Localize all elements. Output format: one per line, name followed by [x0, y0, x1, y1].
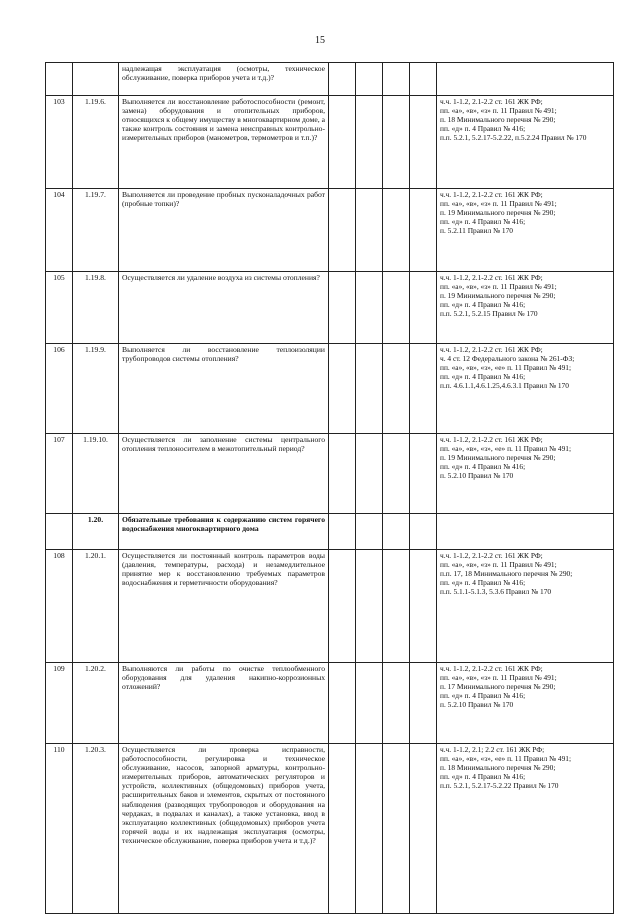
reference-list	[437, 550, 614, 663]
reference-item: п. 19 Минимального перечня № 290;	[440, 291, 556, 301]
table-row	[46, 344, 614, 434]
reference-item: пп. «д» п. 4 Правил № 416;	[440, 578, 526, 588]
reference-item: пп. «а», «в», «з» п. 11 Правил № 491;	[440, 560, 557, 570]
section-code: 1.20.	[73, 514, 119, 550]
question-text: Выполняется ли проведение пробных пусконаладочных работ (пробные топки)?	[119, 189, 329, 272]
reference-item: ч.ч. 1-1.2, 2.1-2.2 ст. 161 ЖК РФ;	[440, 345, 543, 354]
table-row	[46, 189, 614, 272]
reference-list	[437, 434, 614, 514]
reference-item: ч.ч. 1-1.2, 2.1-2.2 ст. 161 ЖК РФ;	[440, 97, 543, 106]
table-row	[46, 550, 614, 663]
reference-item: пп. «а», «в», «з» п. 11 Правил № 491;	[440, 199, 557, 209]
section-title: Обязательные требования к содержанию систем горячего водоснабжения многоквартирного дома	[119, 514, 329, 550]
reference-item: п. 18 Минимального перечня № 290;	[440, 115, 556, 125]
row-number: 110	[46, 744, 73, 914]
reference-item: пп. «д» п. 4 Правил № 416;	[440, 772, 526, 782]
row-number: 107	[46, 434, 73, 514]
reference-list	[437, 663, 614, 744]
row-code: 1.20.1.	[73, 550, 119, 663]
reference-item: п. 5.2.11 Правил № 170	[440, 226, 513, 236]
reference-item: ч.ч. 1-1.2, 2.1; 2.2 ст. 161 ЖК РФ;	[440, 745, 545, 754]
reference-list	[437, 272, 614, 344]
question-text: Выполняется ли восстановление теплоизоляции трубопроводов системы отопления?	[119, 344, 329, 434]
reference-item: пп. «а», «в», «з» п. 11 Правил № 491;	[440, 673, 557, 683]
reference-item: п. 18 Минимального перечня № 290;	[440, 763, 556, 773]
reference-item: п.п. 5.2.1, 5.2.17-5.2.22, п.5.2.24 Правил № 170	[440, 133, 587, 143]
reference-item: п.п. 4.6.1.1,4.6.1.25,4.6.3.1 Правил № 170	[440, 381, 569, 391]
reference-list	[437, 744, 614, 914]
reference-item: пп. «а», «в», «з» п. 11 Правил № 491;	[440, 282, 557, 292]
row-number: 109	[46, 663, 73, 744]
reference-item: п.п. 5.2.1, 5.2.15 Правил № 170	[440, 309, 538, 319]
row-code: 1.20.3.	[73, 744, 119, 914]
question-text: Осуществляется ли удаление воздуха из системы отопления?	[119, 272, 329, 344]
row-number: 104	[46, 189, 73, 272]
table-row	[46, 272, 614, 344]
reference-item: п. 19 Минимального перечня № 290;	[440, 208, 556, 218]
reference-item: п. 17 Минимального перечня № 290;	[440, 682, 556, 692]
section-header-row	[46, 514, 614, 550]
row-number: 103	[46, 96, 73, 189]
question-text: Осуществляется ли проверка исправности, работоспособности, регулировка и техническое обслуживание, насосов, запорной арматуры, контрольно-измерительных приборов, автоматических регуляторов и устройств, коллективных (общедомовых) приборов учета, расширительных баков и элементов, скрытых от постоянного наблюдения (разводящих трубопроводов и оборудования на чердаках, в подвалах и каналах), а также установка, ввод в эксплуатацию коллективных (общедомовых) приборов учета горячей воды и их надлежащая эксплуатация (осмотры, техническое обслуживание, поверка приборов учета и т.д.)?	[119, 744, 329, 914]
reference-item: пп. «д» п. 4 Правил № 416;	[440, 691, 526, 701]
row-code: 1.19.10.	[73, 434, 119, 514]
reference-item: пп. «а», «в», «з», «е» п. 11 Правил № 491;	[440, 444, 572, 454]
reference-item: пп. «а», «в», «з», «е» п. 11 Правил № 491;	[440, 363, 572, 373]
table-row	[46, 663, 614, 744]
reference-item: п. 5.2.10 Правил № 170	[440, 700, 514, 710]
row-number: 105	[46, 272, 73, 344]
reference-list	[437, 189, 614, 272]
reference-item: ч.ч. 1-1.2, 2.1-2.2 ст. 161 ЖК РФ;	[440, 273, 543, 282]
row-number: 106	[46, 344, 73, 434]
reference-item: пп. «д» п. 4 Правил № 416;	[440, 372, 526, 382]
reference-item: пп. «д» п. 4 Правил № 416;	[440, 124, 526, 134]
question-text: Осуществляется ли постоянный контроль параметров воды (давления, температуры, расхода) и незамедлительное принятие мер к восстановлению требуемых параметров водоснабжения и герметичности оборудования?	[119, 550, 329, 663]
table-row	[46, 96, 614, 189]
reference-item: ч.ч. 1-1.2, 2.1-2.2 ст. 161 ЖК РФ;	[440, 664, 543, 673]
table-row	[46, 434, 614, 514]
page-number: 15	[315, 35, 325, 46]
reference-item: п. 19 Минимального перечня № 290;	[440, 453, 556, 463]
question-text: Выполняется ли восстановление работоспособности (ремонт, замена) оборудования и отопительных приборов, относящихся к общему имуществу в многоквартирном доме, а также контроль состояния и замена неисправных контрольно-измерительных приборов (манометров, термометров и т.п.)?	[119, 96, 329, 189]
reference-item: п.п. 17, 18 Минимального перечня № 290;	[440, 569, 573, 579]
row-code: 1.20.2.	[73, 663, 119, 744]
question-text: надлежащая эксплуатация (осмотры, техническое обслуживание, поверка приборов учета и т.д.)?	[119, 63, 329, 96]
row-code: 1.19.7.	[73, 189, 119, 272]
reference-item: пп. «д» п. 4 Правил № 416;	[440, 300, 526, 310]
question-text: Выполняются ли работы по очистке теплообменного оборудования для удаления накипно-коррозионных отложений?	[119, 663, 329, 744]
reference-item: п.п. 5.2.1, 5.2.17-5.2.22 Правил № 170	[440, 781, 559, 791]
row-code: 1.19.6.	[73, 96, 119, 189]
row-code: 1.19.9.	[73, 344, 119, 434]
reference-item: ч.ч. 1-1.2, 2.1-2.2 ст. 161 ЖК РФ;	[440, 190, 543, 199]
reference-item: пп. «а», «в», «з», «е» п. 11 Правил № 491;	[440, 754, 572, 764]
reference-item: п. 5.2.10 Правил № 170	[440, 471, 514, 481]
reference-item: пп. «д» п. 4 Правил № 416;	[440, 462, 526, 472]
question-text: Осуществляется ли заполнение системы центрального отопления теплоносителем в межотопительный период?	[119, 434, 329, 514]
reference-item: пп. «д» п. 4 Правил № 416;	[440, 217, 526, 227]
reference-item: п.п. 5.1.1-5.1.3, 5.3.6 Правил № 170	[440, 587, 552, 597]
reference-item: ч.ч. 1-1.2, 2.1-2.2 ст. 161 ЖК РФ;	[440, 435, 543, 444]
reference-item: пп. «а», «в», «з» п. 11 Правил № 491;	[440, 106, 557, 116]
reference-item: ч. 4 ст. 12 Федерального закона № 261-ФЗ;	[440, 354, 575, 364]
reference-list	[437, 344, 614, 434]
table-row	[46, 63, 614, 96]
reference-list	[437, 96, 614, 189]
row-number: 108	[46, 550, 73, 663]
row-code: 1.19.8.	[73, 272, 119, 344]
table-row	[46, 744, 614, 914]
requirements-table	[45, 62, 614, 914]
reference-item: ч.ч. 1-1.2, 2.1-2.2 ст. 161 ЖК РФ;	[440, 551, 543, 560]
